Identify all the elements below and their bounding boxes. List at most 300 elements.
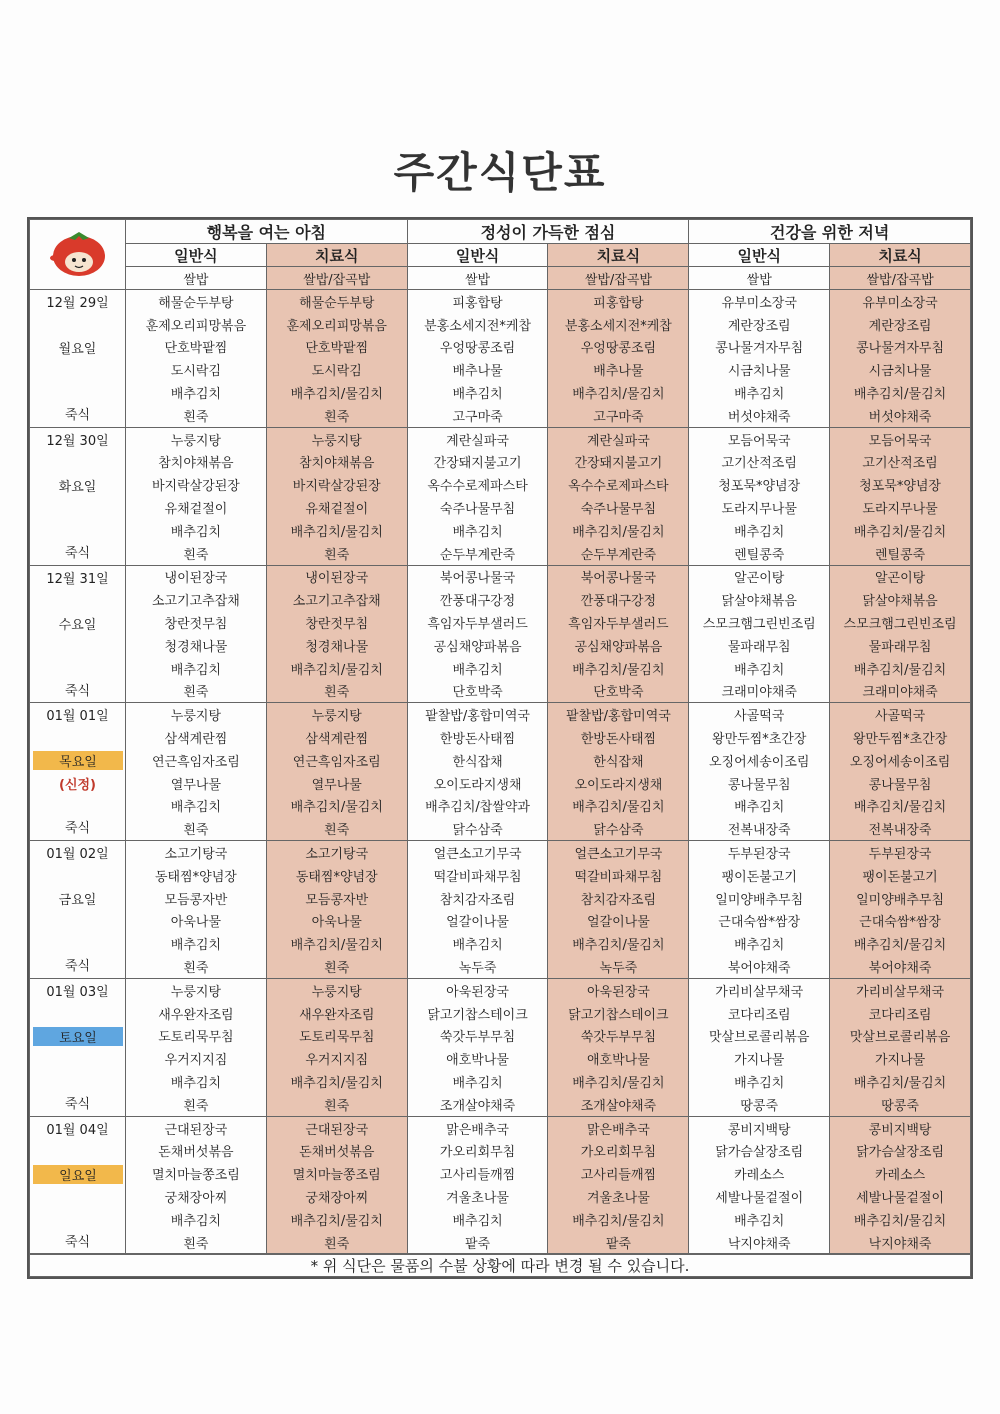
menu-item: 배추김치/물김치 — [290, 938, 383, 954]
menu-item: 가오리회무침 — [580, 1145, 657, 1161]
menu-item: 코다리조림 — [727, 1007, 791, 1023]
menu-item: 닭살야채볶음 — [721, 594, 797, 610]
menu-item: 세발나물겉절이 — [715, 1190, 804, 1206]
day-name: 화요일 — [58, 479, 97, 495]
menu-item: 카레소스 — [734, 1168, 785, 1184]
menu-item: 삼색계란찜 — [164, 732, 228, 748]
menu-item: 오징어세송이조림 — [708, 754, 810, 770]
juk-label: 죽식 — [64, 1234, 91, 1250]
menu-item: 배추김치 — [170, 387, 222, 403]
menu-item: 계란장조림 — [868, 318, 932, 334]
menu-item: 렌틸콩죽 — [874, 547, 926, 563]
menu-item: 스모크햄그린빈조림 — [702, 617, 816, 633]
menu-item: 고구마죽 — [593, 409, 644, 425]
menu-item: 스모크햄그린빈조림 — [843, 617, 957, 633]
day-row — [30, 427, 971, 565]
menu-item: 흰죽 — [324, 1236, 350, 1252]
menu-item: 고기산적조림 — [721, 456, 797, 472]
menu-column — [407, 978, 548, 1116]
menu-item: 궁채장아찌 — [305, 1190, 369, 1206]
menu-item: 멸치마늘쫑조림 — [151, 1168, 240, 1184]
menu-item: 배추김치/물김치 — [290, 1213, 383, 1229]
day-row — [30, 1116, 971, 1254]
menu-item: 연근흑임자조림 — [151, 754, 240, 770]
day-name: 목요일 — [33, 751, 123, 770]
menu-column — [266, 290, 407, 428]
menu-item: 북어콩나물국 — [439, 571, 516, 587]
menu-item: 계란실파국 — [587, 433, 650, 449]
menu-item: 배추김치 — [452, 1075, 503, 1091]
menu-item: 배추나물 — [452, 364, 503, 380]
menu-column — [689, 290, 830, 428]
menu-item: 고사리들깨찜 — [439, 1168, 516, 1184]
type-therapy: 치료식 — [266, 244, 407, 267]
menu-item: 유채겉절이 — [305, 502, 369, 518]
menu-item: 낙지야채죽 — [868, 1236, 932, 1252]
day-name: 일요일 — [33, 1165, 123, 1184]
meal-header-dinner: 건강을 위한 저녁 — [689, 220, 971, 244]
menu-column — [548, 290, 689, 428]
menu-item: 배추김치 — [734, 938, 785, 954]
menu-item: 고구마죽 — [452, 409, 503, 425]
menu-item: 닭수삼죽 — [452, 823, 503, 839]
day-cell — [30, 978, 126, 1116]
menu-column — [548, 703, 689, 841]
type-normal: 일반식 — [407, 244, 548, 267]
rice-cell: 쌀밥 — [689, 267, 830, 290]
menu-item: 흰죽 — [183, 685, 209, 701]
menu-item: 팥죽 — [605, 1236, 631, 1252]
menu-item: 떡갈비파채무침 — [574, 869, 663, 885]
day-date: 01월 01일 — [46, 709, 109, 725]
menu-item: 닭고기찹스테이크 — [427, 1007, 528, 1023]
menu-item: 누룽지탕 — [311, 984, 362, 1000]
menu-item: 훈제오리피망볶음 — [145, 318, 247, 334]
menu-item: 훈제오리피망볶음 — [286, 318, 387, 334]
menu-item: 배추김치/물김치 — [290, 1075, 383, 1091]
rice-cell: 쌀밥/잡곡밥 — [830, 267, 971, 290]
menu-item: 낙지야채죽 — [727, 1236, 791, 1252]
day-row — [30, 703, 971, 841]
menu-item: 청포묵*양념장 — [859, 479, 941, 495]
menu-item: 흰죽 — [324, 961, 350, 976]
menu-item: 근대된장국 — [164, 1122, 228, 1138]
meal-header-breakfast: 행복을 여는 아침 — [126, 220, 408, 244]
menu-item: 크래미야채죽 — [721, 685, 797, 701]
menu-item: 맑은배추국 — [587, 1122, 650, 1138]
page-title: 주간식단표 — [393, 148, 607, 197]
menu-item: 청포묵*양념장 — [718, 479, 801, 495]
menu-item: 깐풍대구강정 — [439, 594, 516, 610]
menu-item: 유채겉절이 — [164, 502, 228, 518]
menu-item: 배추김치 — [452, 662, 503, 678]
menu-item: 조개살야채죽 — [439, 1098, 516, 1114]
menu-item: 단호박팥찜 — [305, 341, 369, 357]
menu-column — [126, 427, 267, 565]
menu-item: 소고기탕국 — [305, 847, 369, 863]
menu-column — [126, 290, 267, 428]
menu-item: 콩나물겨자무침 — [715, 341, 804, 357]
type-normal: 일반식 — [689, 244, 830, 267]
menu-item: 냉이된장국 — [305, 571, 369, 587]
menu-item: 계란장조림 — [727, 318, 791, 334]
menu-item: 흰죽 — [183, 961, 209, 976]
day-row — [30, 565, 971, 703]
menu-column — [126, 1116, 267, 1254]
menu-item: 겨울초나물 — [587, 1190, 650, 1206]
menu-item: 흰죽 — [183, 409, 209, 425]
menu-item: 배추김치 — [170, 662, 222, 678]
menu-item: 닭살야채볶음 — [862, 594, 938, 610]
menu-item: 배추김치 — [170, 1075, 222, 1091]
menu-item: 새우완자조림 — [299, 1007, 375, 1023]
menu-item: 창란젓무침 — [164, 617, 228, 633]
menu-item: 배추김치 — [734, 1075, 785, 1091]
menu-item: 동태찜*양념장 — [154, 869, 237, 885]
menu-item: 아욱나물 — [170, 915, 222, 931]
type-therapy: 치료식 — [548, 244, 689, 267]
menu-item: 맛살브로콜리볶음 — [849, 1030, 951, 1046]
menu-item: 도라지무나물 — [862, 502, 938, 518]
day-row — [30, 290, 971, 428]
menu-item: 사골떡국 — [734, 709, 785, 725]
menu-item: 얼큰소고기무국 — [433, 847, 522, 863]
day-name: 월요일 — [58, 342, 97, 357]
menu-column — [407, 1116, 548, 1254]
menu-item: 크래미야채죽 — [862, 685, 938, 701]
menu-column — [126, 565, 267, 703]
menu-item: 사골떡국 — [874, 709, 926, 725]
menu-item: 시금치나물 — [727, 364, 791, 380]
menu-item: 근대숙쌈*쌈장 — [718, 915, 801, 931]
menu-column — [830, 978, 971, 1116]
menu-item: 닭가슴살장조림 — [856, 1145, 945, 1161]
menu-item: 열무나물 — [311, 777, 362, 793]
menu-item: 버섯야채죽 — [868, 409, 932, 425]
menu-column — [548, 978, 689, 1116]
menu-item: 팥찰밥/홍합미역국 — [425, 709, 530, 725]
menu-item: 흰죽 — [324, 685, 350, 701]
menu-item: 숙주나물무침 — [580, 502, 657, 518]
menu-item: 닭가슴살장조림 — [715, 1145, 804, 1161]
menu-item: 배추김치 — [734, 1213, 785, 1229]
menu-item: 가지나물 — [874, 1053, 926, 1069]
menu-item: 열무나물 — [170, 777, 222, 793]
menu-item: 흑임자두부샐러드 — [568, 617, 669, 633]
menu-item: 조개살야채죽 — [580, 1098, 657, 1114]
menu-item: 누룽지탕 — [170, 709, 222, 725]
menu-item: 소고기고추잡채 — [151, 594, 240, 610]
menu-item: 유부미소장국 — [721, 295, 797, 311]
menu-item: 카레소스 — [874, 1168, 926, 1184]
menu-column — [266, 841, 407, 979]
menu-item: 새우완자조림 — [158, 1007, 234, 1023]
menu-item: 간장돼지불고기 — [433, 456, 522, 472]
menu-item: 배추김치 — [452, 524, 503, 540]
menu-item: 오이도라지생채 — [433, 777, 522, 793]
menu-item: 배추김치/물김치 — [853, 1075, 947, 1091]
menu-item: 배추김치/물김치 — [290, 524, 383, 540]
menu-item: 배추김치/물김치 — [853, 524, 947, 540]
day-row — [30, 978, 971, 1116]
menu-column — [407, 427, 548, 565]
menu-item: 배추김치/물김치 — [572, 387, 665, 403]
menu-item: 아욱나물 — [311, 915, 362, 931]
menu-item: 배추김치/물김치 — [572, 524, 665, 540]
menu-item: 배추김치/물김치 — [853, 387, 947, 403]
menu-item: 코다리조림 — [868, 1007, 932, 1023]
day-row — [30, 841, 971, 979]
menu-item: 참치감자조림 — [580, 892, 657, 908]
menu-item: 바지락살강된장 — [292, 479, 381, 495]
menu-item: 흰죽 — [324, 547, 350, 563]
menu-item: 숙주나물무침 — [439, 502, 516, 518]
type-normal: 일반식 — [126, 244, 267, 267]
menu-item: 도시락김 — [311, 364, 362, 380]
menu-item: 창란젓무침 — [305, 617, 369, 633]
menu-item: 흰죽 — [183, 547, 209, 563]
menu-column — [689, 427, 830, 565]
menu-item: 버섯야채죽 — [727, 409, 791, 425]
menu-item: 단호박죽 — [452, 685, 503, 701]
menu-item: 분홍소세지전*케찹 — [564, 318, 672, 334]
menu-item: 한식잡채 — [452, 754, 503, 770]
menu-item: 얼큰소고기무국 — [574, 847, 663, 863]
menu-item: 시금치나물 — [868, 364, 932, 380]
menu-item: 배추김치/물김치 — [853, 662, 947, 678]
menu-item: 아욱된장국 — [446, 984, 509, 1000]
type-therapy: 치료식 — [830, 244, 971, 267]
menu-item: 해물순두부탕 — [299, 295, 375, 311]
menu-item: 도토리묵무침 — [299, 1030, 375, 1046]
menu-item: 도시락김 — [170, 364, 222, 380]
menu-item: 배추김치/물김치 — [572, 1075, 665, 1091]
menu-item: 배추김치 — [734, 524, 785, 540]
menu-item: 누룽지탕 — [311, 709, 362, 725]
menu-item: 공심채양파볶음 — [574, 639, 663, 655]
menu-item: 왕만두찜*초간장 — [852, 732, 948, 748]
menu-item: 배추나물 — [593, 364, 644, 380]
menu-item: 아욱된장국 — [587, 984, 650, 1000]
menu-item: 닭수삼죽 — [593, 823, 644, 839]
menu-item: 누룽지탕 — [170, 433, 222, 449]
day-date: 12월 29일 — [46, 296, 109, 311]
menu-item: 흰죽 — [324, 1098, 350, 1114]
menu-item: 배추김치 — [452, 1213, 503, 1229]
juk-label: 죽식 — [64, 408, 91, 423]
menu-item: 북어콩나물국 — [580, 571, 657, 587]
menu-item: 순두부계란죽 — [580, 547, 657, 563]
menu-table — [27, 217, 973, 1279]
menu-item: 배추김치/물김치 — [290, 387, 383, 403]
menu-column — [548, 565, 689, 703]
menu-item: 왕만두찜*초간장 — [712, 732, 807, 748]
day-cell — [30, 841, 126, 979]
menu-item: 모듬콩자반 — [305, 892, 369, 908]
menu-item: 팽이돈불고기 — [721, 869, 797, 885]
menu-item: 배추김치/물김치 — [572, 938, 665, 954]
menu-item: 계란실파국 — [446, 433, 509, 449]
day-name: 수요일 — [58, 617, 97, 633]
day-cell — [30, 703, 126, 841]
menu-item: 동태찜*양념장 — [295, 869, 378, 885]
menu-item: 북어야채죽 — [727, 961, 791, 976]
menu-column — [830, 1116, 971, 1254]
menu-item: 콩비지백탕 — [868, 1122, 932, 1138]
menu-item: 콩나물겨자무침 — [856, 341, 945, 357]
menu-item: 참치야채볶음 — [158, 456, 234, 472]
rice-cell: 쌀밥/잡곡밥 — [266, 267, 407, 290]
menu-item: 맛살브로콜리볶음 — [708, 1030, 810, 1046]
menu-item: 알곤이탕 — [874, 571, 926, 587]
day-date: 01월 03일 — [46, 984, 109, 1000]
menu-item: 배추김치 — [170, 1213, 222, 1229]
menu-item: 흰죽 — [324, 409, 350, 425]
menu-item: 맑은배추국 — [446, 1122, 509, 1138]
menu-item: 멸치마늘쫑조림 — [292, 1168, 381, 1184]
menu-column — [126, 841, 267, 979]
menu-item: 배추김치/물김치 — [853, 800, 947, 816]
menu-item: 애호박나물 — [587, 1053, 650, 1069]
menu-item: 일미양배추무침 — [856, 892, 945, 908]
menu-item: 참치감자조림 — [439, 892, 516, 908]
menu-item: 흰죽 — [183, 823, 209, 839]
menu-item: 배추김치 — [170, 800, 222, 816]
menu-item: 얼갈이나물 — [587, 915, 650, 931]
menu-item: 연근흑임자조림 — [292, 754, 381, 770]
menu-column — [689, 1116, 830, 1254]
day-cell — [30, 290, 126, 428]
menu-item: 흰죽 — [183, 1236, 209, 1252]
menu-item: 배추김치 — [452, 387, 503, 403]
meal-header-lunch: 정성이 가득한 점심 — [407, 220, 689, 244]
menu-item: 흰죽 — [183, 1098, 209, 1114]
tomato-mascot-icon — [43, 228, 113, 282]
menu-item: 청경채나물 — [305, 639, 369, 655]
menu-item: 가오리회무침 — [439, 1145, 516, 1161]
menu-item: 알곤이탕 — [734, 571, 785, 587]
menu-item: 근대숙쌈*쌈장 — [859, 915, 941, 931]
menu-item: 겨울초나물 — [446, 1190, 509, 1206]
menu-column — [689, 841, 830, 979]
menu-item: 순두부계란죽 — [439, 547, 516, 563]
menu-item: 가지나물 — [734, 1053, 785, 1069]
menu-item: 팽이돈불고기 — [862, 869, 938, 885]
menu-column — [830, 565, 971, 703]
menu-item: 배추김치/물김치 — [572, 662, 665, 678]
menu-item: 돈채버섯볶음 — [158, 1145, 234, 1161]
menu-item: 일미양배추무침 — [715, 892, 804, 908]
day-name: 토요일 — [33, 1027, 123, 1046]
rice-cell: 쌀밥 — [126, 267, 267, 290]
menu-column — [689, 978, 830, 1116]
day-cell — [30, 1116, 126, 1254]
menu-column — [548, 841, 689, 979]
menu-item: 근대된장국 — [305, 1122, 369, 1138]
menu-item: 오징어세송이조림 — [849, 754, 951, 770]
menu-item: 옥수수로제파스타 — [568, 479, 669, 495]
menu-item: 깐풍대구강정 — [580, 594, 657, 610]
menu-item: 배추김치/물김치 — [290, 662, 383, 678]
menu-item: 콩나물무침 — [868, 777, 932, 793]
menu-item: 배추김치/물김치 — [290, 800, 383, 816]
menu-item: 가리비살무채국 — [856, 984, 945, 1000]
menu-column — [407, 290, 548, 428]
menu-item: 배추김치 — [452, 938, 503, 954]
menu-item: 우거지지짐 — [305, 1053, 369, 1069]
menu-item: 모듬콩자반 — [164, 892, 228, 908]
menu-item: 가리비살무채국 — [715, 984, 804, 1000]
menu-item: 배추김치/물김치 — [853, 1213, 947, 1229]
juk-label: 죽식 — [64, 959, 91, 975]
menu-item: 물파래무침 — [868, 639, 932, 655]
menu-item: 북어야채죽 — [868, 961, 932, 976]
menu-column — [548, 427, 689, 565]
menu-item: 냉이된장국 — [164, 571, 228, 587]
juk-label: 죽식 — [64, 683, 91, 699]
menu-item: 배추김치 — [734, 662, 785, 678]
menu-column — [407, 703, 548, 841]
menu-item: 고사리들깨찜 — [580, 1168, 657, 1184]
menu-item: 물파래무침 — [727, 639, 791, 655]
menu-column — [126, 978, 267, 1116]
menu-item: 공심채양파볶음 — [433, 639, 522, 655]
menu-item: 배추김치/물김치 — [572, 800, 665, 816]
day-date: 01월 04일 — [46, 1122, 109, 1138]
holiday-note: (신정) — [59, 778, 96, 794]
menu-item: 두부된장국 — [727, 847, 791, 863]
menu-item: 떡갈비파채무침 — [433, 869, 522, 885]
menu-item: 분홍소세지전*케찹 — [424, 318, 532, 334]
menu-item: 단호박팥찜 — [164, 341, 228, 357]
menu-item: 땅콩죽 — [740, 1098, 779, 1114]
menu-item: 간장돼지불고기 — [574, 456, 663, 472]
menu-item: 우거지지짐 — [164, 1053, 228, 1069]
day-cell — [30, 427, 126, 565]
menu-column — [830, 841, 971, 979]
menu-item: 우엉땅콩조림 — [580, 341, 657, 357]
menu-item: 우엉땅콩조림 — [439, 341, 516, 357]
menu-item: 세발나물겉절이 — [856, 1190, 945, 1206]
juk-label: 죽식 — [64, 545, 91, 561]
menu-column — [266, 978, 407, 1116]
menu-item: 소고기탕국 — [164, 847, 228, 863]
menu-item: 삼색계란찜 — [305, 732, 369, 748]
menu-item: 한식잡채 — [593, 754, 644, 770]
menu-item: 전복내장죽 — [727, 823, 791, 839]
menu-column — [266, 427, 407, 565]
menu-item: 배추김치/물김치 — [572, 1213, 665, 1229]
menu-item: 배추김치 — [170, 524, 222, 540]
menu-item: 흰죽 — [324, 823, 350, 839]
menu-item: 닭고기찹스테이크 — [568, 1007, 669, 1023]
menu-item: 콩비지백탕 — [727, 1122, 791, 1138]
day-date: 01월 02일 — [46, 847, 109, 863]
menu-column — [689, 565, 830, 703]
menu-item: 렌틸콩죽 — [734, 547, 785, 563]
menu-item: 배추김치 — [170, 938, 222, 954]
menu-item: 모듬어묵국 — [868, 433, 932, 449]
menu-item: 누룽지탕 — [311, 433, 362, 449]
rice-cell: 쌀밥/잡곡밥 — [548, 267, 689, 290]
menu-column — [830, 703, 971, 841]
menu-column — [266, 1116, 407, 1254]
menu-item: 바지락살강된장 — [151, 479, 240, 495]
menu-item: 한방돈사태찜 — [439, 732, 516, 748]
menu-column — [407, 841, 548, 979]
menu-item: 피홍합탕 — [593, 295, 644, 311]
menu-item: 돈채버섯볶음 — [299, 1145, 375, 1161]
